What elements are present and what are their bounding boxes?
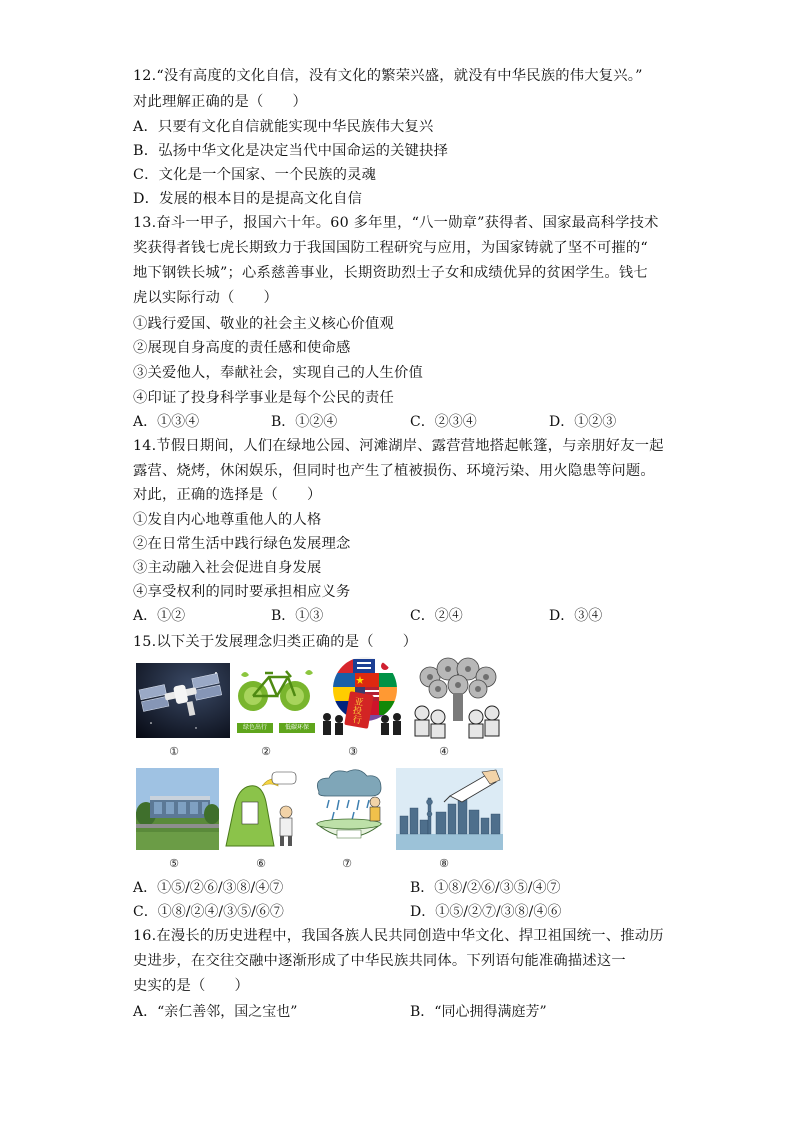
q12-option-a: A．只要有文化自信就能实现中华民族伟大复兴 [133,119,434,135]
aiib-flags-image [319,657,405,739]
q14-item-2: ②在日常生活中践行绿色发展理念 [133,536,351,552]
q16-stem-line1: 16.在漫长的历史进程中，我国各族人民共同创造中华文化、捍卫祖国统一、推动历 [133,928,664,944]
q14-option-c: C．②④ [410,608,463,624]
caption-7: ⑦ [342,857,352,870]
rain-bowl-image [307,768,392,850]
q15-option-a: A．①⑤/②⑥/③⑧/④⑦ [133,880,284,896]
q12-option-c: C．文化是一个国家、一个民族的灵魂 [133,167,377,183]
q13-option-a: A．①③④ [133,414,200,430]
q13-option-d: D．①②③ [549,414,617,430]
green-bicycle-image [233,663,319,738]
q14-item-1: ①发自内心地尊重他人的人格 [133,512,322,528]
q15-option-d: D．①⑤/②⑦/③⑧/④⑥ [410,904,562,920]
q14-item-3: ③主动融入社会促进自身发展 [133,560,322,576]
caption-4: ④ [439,745,449,758]
tree-cartoon-image [408,657,504,739]
caption-5: ⑤ [169,857,179,870]
q16-stem-line3: 史实的是（ ） [133,978,249,994]
q13-stem-line1: 13.奋斗一甲子，报国六十年。60 多年里，“八一勋章”获得者、国家最高科学技术 [133,215,659,231]
q14-option-d: D．③④ [549,608,603,624]
q13-item-1: ①践行爱国、敬业的社会主义核心价值观 [133,316,394,332]
q14-option-a: A．①② [133,608,186,624]
q14-option-b: B．①③ [271,608,324,624]
q16-stem-line2: 史进步，在交往交融中逐渐形成了中华民族共同体。下列语句能准确描述这一 [133,953,626,969]
aiib-char-3: 行 [351,715,363,727]
q14-stem-line2: 露营、烧烤，休闲娱乐，但同时也产生了植被损伤、环境污染、用火隐患等问题。 [133,463,655,479]
aiib-char-1: 亚 [353,697,365,709]
q16-option-b: B．“同心拥得满庭芳” [410,1004,547,1020]
caption-3: ③ [348,745,358,758]
q13-option-c: C．②③④ [410,414,477,430]
aiib-char-2: 投 [351,706,363,718]
q13-option-b: B．①②④ [271,414,338,430]
caption-2: ② [261,745,271,758]
q13-item-2: ②展现自身高度的责任感和使命感 [133,340,351,356]
caption-8: ⑧ [439,857,449,870]
q13-item-4: ④印证了投身科学事业是每个公民的责任 [133,390,394,406]
skyline-hand-image [396,768,503,850]
space-station-image [136,663,230,738]
building-photo-image [136,768,219,850]
q13-item-3: ③关爱他人，奉献社会，实现自己的人生价值 [133,365,423,381]
q13-stem-line3: 地下钢铁长城”；心系慈善事业，长期资助烈士子女和成绩优异的贫困学生。钱七 [133,265,648,281]
green-mountain-image [222,768,304,850]
q14-item-4: ④享受权利的同时要承担相应义务 [133,584,351,600]
q15-option-c: C．①⑧/②④/③⑤/⑥⑦ [133,904,284,920]
q16-option-a: A．“亲仁善邻，国之宝也” [133,1004,298,1020]
q13-stem-line2: 奖获得者钱七虎长期致力于我国国防工程研究与应用，为国家铸就了坚不可摧的“ [133,240,648,256]
q15-option-b: B．①⑧/②⑥/③⑤/④⑦ [410,880,561,896]
bike-label-left: 绿色出行 [237,723,273,733]
caption-6: ⑥ [256,857,266,870]
q13-stem-line4: 虎以实际行动（ ） [133,290,278,306]
q14-stem-line1: 14.节假日期间，人们在绿地公园、河滩湖岸、露营营地搭起帐篷，与亲朋好友一起 [133,438,664,454]
caption-1: ① [169,745,179,758]
q12-option-d: D．发展的根本目的是提高文化自信 [133,191,363,207]
q12-option-b: B．弘扬中华文化是决定当代中国命运的关键抉择 [133,143,449,159]
q12-stem-line1: 12.“没有高度的文化自信，没有文化的繁荣兴盛，就没有中华民族的伟大复兴。” [133,68,643,84]
q15-stem: 15.以下关于发展理念归类正确的是（ ） [133,634,418,650]
bike-label-right: 低碳环保 [279,723,315,733]
q14-stem-line3: 对此，正确的选择是（ ） [133,487,322,503]
q12-stem-line2: 对此理解正确的是（ ） [133,94,307,110]
